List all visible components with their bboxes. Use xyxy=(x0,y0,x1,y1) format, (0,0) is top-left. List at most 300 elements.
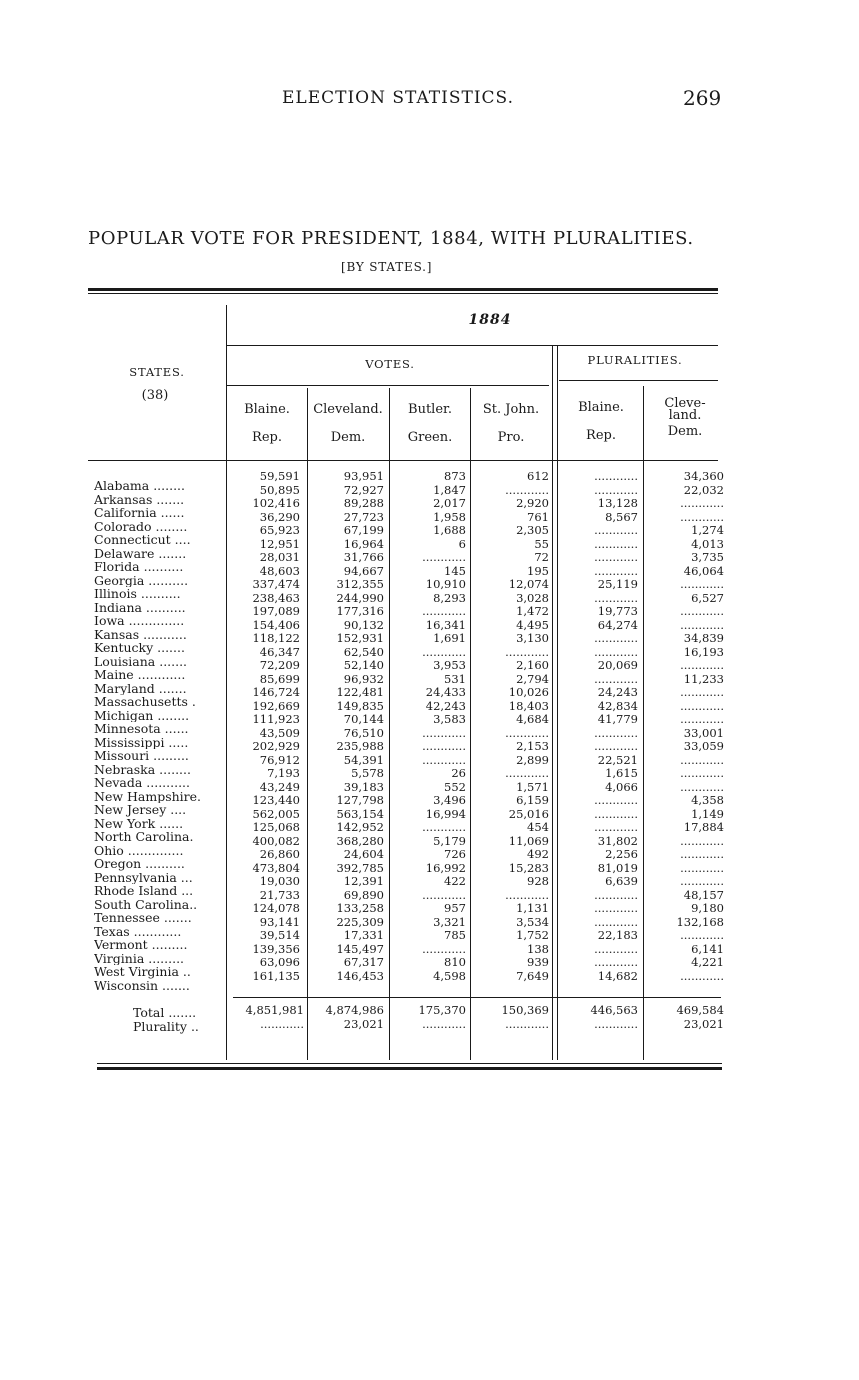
year-underline xyxy=(227,345,718,346)
cleveland-plurality-cell: ............ xyxy=(680,510,724,524)
col-butler-party: Green. xyxy=(407,430,453,445)
blaine-plurality-cell: ............ xyxy=(594,564,638,578)
total-cleveland xyxy=(312,1004,384,1031)
stjohn-vote-cell: ............ xyxy=(505,888,549,902)
stjohn-vote-cell: 939 xyxy=(527,956,549,969)
blaine-vote-cell: 7,193 xyxy=(267,767,300,780)
plurality-value: ............ xyxy=(260,1017,304,1031)
butler-vote-cell: ............ xyxy=(422,821,466,834)
cleveland-plurality-cell: 34,839 xyxy=(683,632,724,645)
state-name-cell: New Hampshire. xyxy=(94,789,202,803)
cleveland-plurality-cell: ............ xyxy=(680,929,724,942)
state-name-cell: Mississippi ..... xyxy=(94,735,189,749)
stjohn-vote-cell: 25,016 xyxy=(508,807,549,821)
stjohn-votes-column xyxy=(474,470,549,983)
butler-vote-cell: ............ xyxy=(422,753,466,767)
butler-vote-cell: 16,341 xyxy=(425,618,466,632)
cleveland-vote-cell: 69,890 xyxy=(343,888,384,902)
state-name-cell: Maryland ....... xyxy=(94,681,187,695)
total-butler xyxy=(393,1004,466,1031)
state-name-cell: Indiana .......... xyxy=(94,600,186,614)
blaine-vote-cell: 43,249 xyxy=(259,780,300,794)
cleveland-plurality-cell: ............ xyxy=(680,780,724,794)
stjohn-vote-cell: 138 xyxy=(527,942,549,956)
stjohn-vote-cell: ............ xyxy=(505,645,549,659)
butler-vote-cell: 3,496 xyxy=(433,794,466,807)
cleveland-vote-cell: 96,932 xyxy=(343,672,384,686)
butler-vote-cell: 145 xyxy=(444,564,466,578)
blaine-plurality-column xyxy=(562,470,638,983)
blaine-plurality-cell: 13,128 xyxy=(597,497,638,510)
stjohn-vote-cell: ............ xyxy=(505,726,549,740)
total-stjohn xyxy=(474,1004,549,1031)
cleveland-vote-cell: 54,391 xyxy=(343,753,384,767)
cleveland-plurality-cell: ............ xyxy=(680,578,724,591)
stjohn-vote-cell: 15,283 xyxy=(508,861,549,875)
state-name-cell: New York ...... xyxy=(94,816,184,830)
butler-vote-cell: 2,017 xyxy=(433,497,466,510)
blaine-plurality-cell: 31,802 xyxy=(597,834,638,848)
state-name-cell: Connecticut .... xyxy=(94,533,191,547)
blaine-vote-cell: 12,951 xyxy=(259,537,300,551)
blaine-plurality-cell: 22,521 xyxy=(597,753,638,767)
state-name-cell: Iowa .............. xyxy=(94,614,185,628)
butler-vote-cell: 810 xyxy=(444,956,466,969)
bottom-rule-thin xyxy=(97,1063,722,1064)
stjohn-vote-cell: 1,571 xyxy=(516,780,549,794)
butler-votes-column xyxy=(393,470,466,983)
cleveland-plurality-cell: ............ xyxy=(680,753,724,767)
blaine-vote-cell: 48,603 xyxy=(259,564,300,578)
blaine-vote-cell: 161,135 xyxy=(252,969,300,983)
cleveland-vote-cell: 89,288 xyxy=(343,497,384,510)
stjohn-vote-cell: 7,649 xyxy=(516,969,549,983)
cleveland-vote-cell: 142,952 xyxy=(336,821,384,834)
stjohn-vote-cell: 2,920 xyxy=(516,497,549,510)
cleveland-plurality-cell: 33,001 xyxy=(683,726,724,740)
running-header: ELECTION STATISTICS. xyxy=(282,88,514,108)
butler-vote-cell: 1,847 xyxy=(433,483,466,497)
state-name-cell: Wisconsin ....... xyxy=(94,978,190,992)
stjohn-vote-cell: 12,074 xyxy=(508,578,549,591)
col-stjohn-party: Pro. xyxy=(497,430,525,445)
total-value: 150,369 xyxy=(501,1004,549,1017)
table-title: POPULAR VOTE FOR PRESIDENT, 1884, WITH PLURALITIES. xyxy=(88,228,694,249)
cleveland-plurality-cell: ............ xyxy=(680,861,724,875)
cleveland-vote-cell: 16,964 xyxy=(343,537,384,551)
plurality-label: Plurality .. xyxy=(133,1018,199,1034)
total-value: 4,851,981 xyxy=(245,1004,304,1017)
column-divider-cleveland xyxy=(389,388,390,1060)
blaine-plurality-cell: ............ xyxy=(594,632,638,645)
state-name-cell: Virginia ......... xyxy=(94,951,185,965)
pluralities-underline xyxy=(559,380,718,381)
plurality-value: 23,021 xyxy=(343,1017,384,1031)
blaine-vote-cell: 26,860 xyxy=(259,848,300,861)
state-name-cell: Rhode Island ... xyxy=(94,884,194,898)
total-value: 446,563 xyxy=(590,1004,638,1017)
blaine-vote-cell: 400,082 xyxy=(252,834,300,848)
col-stjohn-name: St. John. xyxy=(482,402,540,417)
cleveland-vote-cell: 244,990 xyxy=(336,591,384,605)
butler-vote-cell: ............ xyxy=(422,740,466,753)
butler-vote-cell: 16,994 xyxy=(425,807,466,821)
blaine-vote-cell: 36,290 xyxy=(259,510,300,524)
stjohn-vote-cell: 3,028 xyxy=(516,591,549,605)
cleveland-vote-cell: 62,540 xyxy=(343,645,384,659)
cleveland-vote-cell: 12,391 xyxy=(343,875,384,888)
col-cleveland-plurality-name: Cleve- land. xyxy=(664,396,706,423)
cleveland-vote-cell: 17,331 xyxy=(343,929,384,942)
state-name-cell: Illinois .......... xyxy=(94,587,181,601)
blaine-plurality-cell: 8,567 xyxy=(605,510,638,524)
cleveland-vote-cell: 368,280 xyxy=(336,834,384,848)
stjohn-vote-cell: 2,305 xyxy=(516,524,549,537)
state-name-cell: Georgia .......... xyxy=(94,573,189,587)
header-bottom-rule xyxy=(88,460,718,461)
cleveland-vote-cell: 93,951 xyxy=(343,470,384,483)
butler-vote-cell: 957 xyxy=(444,902,466,915)
stjohn-vote-cell: 18,403 xyxy=(508,699,549,713)
cleveland-plurality-cell: ............ xyxy=(680,605,724,618)
total-value: 4,874,986 xyxy=(325,1004,384,1017)
cleveland-vote-cell: 312,355 xyxy=(336,578,384,591)
blaine-vote-cell: 197,089 xyxy=(252,605,300,618)
stjohn-vote-cell: 612 xyxy=(527,470,549,483)
cleveland-plurality-cell: 46,064 xyxy=(683,564,724,578)
cleveland-plurality-cell: 17,884 xyxy=(683,821,724,834)
state-name-cell: New Jersey .... xyxy=(94,803,187,817)
blaine-vote-cell: 154,406 xyxy=(252,618,300,632)
cleveland-plurality-cell: ............ xyxy=(680,497,724,510)
state-name-cell: Michigan ........ xyxy=(94,708,190,722)
state-name-cell: Maine ............ xyxy=(94,668,186,682)
blaine-plurality-cell: ............ xyxy=(594,537,638,551)
cleveland-plurality-cell: 1,149 xyxy=(691,807,724,821)
blaine-vote-cell: 21,733 xyxy=(259,888,300,902)
total-blaine-plurality xyxy=(562,1004,638,1031)
col-butler-name: Butler. xyxy=(408,402,452,417)
stjohn-vote-cell: 1,131 xyxy=(516,902,549,915)
total-label: Total ....... xyxy=(133,1005,197,1020)
butler-vote-cell: 785 xyxy=(444,929,466,942)
blaine-vote-cell: 125,068 xyxy=(252,821,300,834)
stjohn-vote-cell: 3,130 xyxy=(516,632,549,645)
blaine-vote-cell: 192,669 xyxy=(252,699,300,713)
cleveland-plurality-cell: ............ xyxy=(680,699,724,713)
butler-vote-cell: 3,583 xyxy=(433,713,466,726)
stjohn-vote-cell: 928 xyxy=(527,875,549,888)
cleveland-vote-cell: 563,154 xyxy=(336,807,384,821)
blaine-vote-cell: 63,096 xyxy=(259,956,300,969)
blaine-plurality-cell: ............ xyxy=(594,470,638,483)
stjohn-vote-cell: 72 xyxy=(534,551,549,564)
states-count: (38) xyxy=(141,388,169,403)
state-name-cell: Minnesota ...... xyxy=(94,722,189,736)
butler-vote-cell: 16,992 xyxy=(425,861,466,875)
blaine-vote-cell: 124,078 xyxy=(252,902,300,915)
blaine-plurality-cell: ............ xyxy=(594,902,638,915)
state-name-cell: Pennsylvania ... xyxy=(94,870,193,884)
butler-vote-cell: 873 xyxy=(444,470,466,483)
votes-underline xyxy=(227,385,549,386)
butler-vote-cell: 422 xyxy=(444,875,466,888)
state-name-cell: Louisiana ....... xyxy=(94,654,188,668)
stjohn-vote-cell: ............ xyxy=(505,767,549,780)
column-divider-states xyxy=(226,305,227,1060)
butler-vote-cell: 1,688 xyxy=(433,524,466,537)
cleveland-plurality-cell: 11,233 xyxy=(683,672,724,686)
blaine-plurality-cell: 6,639 xyxy=(605,875,638,888)
blaine-vote-cell: 146,724 xyxy=(252,686,300,699)
cleveland-vote-cell: 145,497 xyxy=(336,942,384,956)
state-name-cell: South Carolina.. xyxy=(94,897,198,911)
col-blaine-party: Rep. xyxy=(252,430,282,445)
cleveland-vote-cell: 5,578 xyxy=(351,767,384,780)
blaine-vote-cell: 93,141 xyxy=(259,915,300,929)
stjohn-vote-cell: 761 xyxy=(527,510,549,524)
blaine-vote-cell: 102,416 xyxy=(252,497,300,510)
blaine-plurality-cell: 25,119 xyxy=(597,578,638,591)
cleveland-vote-cell: 70,144 xyxy=(343,713,384,726)
column-divider-stjohn-a xyxy=(552,346,553,1060)
states-header: STATES. xyxy=(129,365,185,379)
stjohn-vote-cell: 454 xyxy=(527,821,549,834)
state-name-cell: Texas ............ xyxy=(94,924,182,938)
butler-vote-cell: 5,179 xyxy=(433,834,466,848)
blaine-plurality-cell: 19,773 xyxy=(597,605,638,618)
blaine-vote-cell: 76,912 xyxy=(259,753,300,767)
blaine-plurality-cell: ............ xyxy=(594,672,638,686)
blaine-plurality-cell: 64,274 xyxy=(597,618,638,632)
butler-vote-cell: 42,243 xyxy=(425,699,466,713)
total-cleveland-plurality xyxy=(648,1004,724,1031)
blaine-vote-cell: 72,209 xyxy=(259,659,300,672)
cleveland-plurality-cell: ............ xyxy=(680,618,724,632)
blaine-plurality-cell: 41,779 xyxy=(597,713,638,726)
stjohn-vote-cell: 2,899 xyxy=(516,753,549,767)
cleveland-vote-cell: 52,140 xyxy=(343,659,384,672)
cleveland-vote-cell: 122,481 xyxy=(336,686,384,699)
blaine-vote-cell: 59,591 xyxy=(259,470,300,483)
col-blaine-plurality-name: Blaine. xyxy=(578,400,624,415)
column-divider-butler xyxy=(470,388,471,1060)
cleveland-plurality-cell: ............ xyxy=(680,686,724,699)
stjohn-vote-cell: 1,752 xyxy=(516,929,549,942)
blaine-plurality-cell: ............ xyxy=(594,483,638,497)
butler-vote-cell: ............ xyxy=(422,605,466,618)
col-cleveland-plurality-party: Dem. xyxy=(667,424,703,439)
cleveland-vote-cell: 27,723 xyxy=(343,510,384,524)
blaine-vote-cell: 111,923 xyxy=(252,713,300,726)
stjohn-vote-cell: 195 xyxy=(527,564,549,578)
cleveland-plurality-cell: 132,168 xyxy=(676,915,724,929)
butler-vote-cell: ............ xyxy=(422,551,466,564)
blaine-plurality-cell: ............ xyxy=(594,740,638,753)
butler-vote-cell: 726 xyxy=(444,848,466,861)
butler-vote-cell: 1,958 xyxy=(433,510,466,524)
butler-vote-cell: 531 xyxy=(444,672,466,686)
state-name-cell: North Carolina. xyxy=(94,830,194,844)
cleveland-vote-cell: 94,667 xyxy=(343,564,384,578)
total-value: 175,370 xyxy=(418,1004,466,1017)
stjohn-vote-cell: 4,684 xyxy=(516,713,549,726)
butler-vote-cell: ............ xyxy=(422,645,466,659)
cleveland-plurality-cell: 3,735 xyxy=(691,551,724,564)
votes-header: VOTES. xyxy=(365,357,415,371)
blaine-vote-cell: 28,031 xyxy=(259,551,300,564)
cleveland-vote-cell: 76,510 xyxy=(343,726,384,740)
blaine-plurality-cell: 14,682 xyxy=(597,969,638,983)
state-name-cell: Florida .......... xyxy=(94,560,184,574)
blaine-vote-cell: 123,440 xyxy=(252,794,300,807)
state-name-cell: California ...... xyxy=(94,506,185,520)
plurality-value: ............ xyxy=(594,1017,638,1031)
top-rule-thin xyxy=(88,293,718,294)
stjohn-vote-cell: 3,534 xyxy=(516,915,549,929)
blaine-plurality-cell: ............ xyxy=(594,807,638,821)
butler-vote-cell: ............ xyxy=(422,888,466,902)
cleveland-vote-cell: 127,798 xyxy=(336,794,384,807)
cleveland-vote-cell: 152,931 xyxy=(336,632,384,645)
cleveland-vote-cell: 72,927 xyxy=(343,483,384,497)
butler-vote-cell: 1,691 xyxy=(433,632,466,645)
state-name-cell: Delaware ....... xyxy=(94,546,187,560)
plurality-value: 23,021 xyxy=(683,1017,724,1031)
blaine-plurality-cell: ............ xyxy=(594,888,638,902)
state-name-cell: Massachusetts . xyxy=(94,695,196,709)
year-header: 1884 xyxy=(468,312,512,328)
total-value: 469,584 xyxy=(676,1004,724,1017)
col-blaine-plurality-party: Rep. xyxy=(586,428,616,443)
plurality-value: ............ xyxy=(505,1017,549,1031)
butler-vote-cell: 24,433 xyxy=(425,686,466,699)
blaine-vote-cell: 50,895 xyxy=(259,483,300,497)
stjohn-vote-cell: ............ xyxy=(505,483,549,497)
state-name-cell: Missouri ......... xyxy=(94,749,189,763)
cleveland-vote-cell: 39,183 xyxy=(343,780,384,794)
pluralities-header: PLURALITIES. xyxy=(587,353,683,367)
total-blaine xyxy=(232,1004,304,1031)
cleveland-vote-cell: 67,199 xyxy=(343,524,384,537)
cleveland-plurality-cell: 4,358 xyxy=(691,794,724,807)
cleveland-plurality-cell: 9,180 xyxy=(691,902,724,915)
blaine-plurality-cell: 24,243 xyxy=(597,686,638,699)
stjohn-vote-cell: 2,160 xyxy=(516,659,549,672)
cleveland-plurality-cell: ............ xyxy=(680,969,724,983)
blaine-plurality-cell: 81,019 xyxy=(597,861,638,875)
stjohn-vote-cell: 4,495 xyxy=(516,618,549,632)
column-divider-stjohn-b xyxy=(557,346,558,1060)
blaine-plurality-cell: 20,069 xyxy=(597,659,638,672)
column-divider-blaine xyxy=(307,388,308,1060)
blaine-plurality-cell: 22,183 xyxy=(597,929,638,942)
blaine-vote-cell: 39,514 xyxy=(259,929,300,942)
butler-vote-cell: ............ xyxy=(422,726,466,740)
blaine-plurality-cell: ............ xyxy=(594,915,638,929)
blaine-votes-column xyxy=(232,470,300,983)
blaine-vote-cell: 562,005 xyxy=(252,807,300,821)
blaine-vote-cell: 19,030 xyxy=(259,875,300,888)
state-name-cell: Tennessee ....... xyxy=(94,911,192,925)
cleveland-vote-cell: 24,604 xyxy=(343,848,384,861)
state-name-cell: Colorado ........ xyxy=(94,519,188,533)
cleveland-vote-cell: 235,988 xyxy=(336,740,384,753)
butler-vote-cell: 10,910 xyxy=(425,578,466,591)
blaine-plurality-cell: ............ xyxy=(594,726,638,740)
stjohn-vote-cell: 11,069 xyxy=(508,834,549,848)
cleveland-plurality-cell: ............ xyxy=(680,848,724,861)
totals-labels xyxy=(133,1006,199,1033)
state-name-cell: Ohio .............. xyxy=(94,843,184,857)
state-name-cell: Vermont ......... xyxy=(94,938,188,952)
cleveland-plurality-cell: 48,157 xyxy=(683,888,724,902)
stjohn-vote-cell: 2,153 xyxy=(516,740,549,753)
column-divider-plurality xyxy=(643,386,644,1060)
blaine-vote-cell: 139,356 xyxy=(252,942,300,956)
cleveland-vote-cell: 177,316 xyxy=(336,605,384,618)
butler-vote-cell: 4,598 xyxy=(433,969,466,983)
blaine-plurality-cell: ............ xyxy=(594,524,638,537)
blaine-vote-cell: 46,347 xyxy=(259,645,300,659)
col-cleveland-party: Dem. xyxy=(330,430,366,445)
col-blaine-name: Blaine. xyxy=(244,402,290,417)
cleveland-plurality-cell: 4,013 xyxy=(691,537,724,551)
butler-vote-cell: 6 xyxy=(458,537,466,551)
blaine-plurality-cell: 42,834 xyxy=(597,699,638,713)
state-name-cell: Nevada ........... xyxy=(94,776,190,790)
blaine-vote-cell: 85,699 xyxy=(259,672,300,686)
blaine-plurality-cell: 1,615 xyxy=(605,767,638,780)
stjohn-vote-cell: 1,472 xyxy=(516,605,549,618)
blaine-vote-cell: 43,509 xyxy=(259,726,300,740)
state-name-cell: Alabama ........ xyxy=(94,479,185,493)
state-name-cell: Kentucky ....... xyxy=(94,641,185,655)
stjohn-vote-cell: 2,794 xyxy=(516,672,549,686)
blaine-plurality-cell: 2,256 xyxy=(605,848,638,861)
bottom-rule-thick xyxy=(97,1067,722,1070)
blaine-vote-cell: 65,923 xyxy=(259,524,300,537)
butler-vote-cell: ............ xyxy=(422,942,466,956)
stjohn-vote-cell: 492 xyxy=(527,848,549,861)
cleveland-plurality-column xyxy=(648,470,724,983)
table-subtitle: [BY STATES.] xyxy=(341,260,433,274)
butler-vote-cell: 3,953 xyxy=(433,659,466,672)
cleveland-plurality-cell: 6,141 xyxy=(691,942,724,956)
blaine-vote-cell: 473,804 xyxy=(252,861,300,875)
blaine-plurality-cell: ............ xyxy=(594,821,638,834)
state-name-cell: Kansas ........... xyxy=(94,627,187,641)
cleveland-vote-cell: 392,785 xyxy=(336,861,384,875)
cleveland-vote-cell: 225,309 xyxy=(336,915,384,929)
butler-vote-cell: 26 xyxy=(451,767,466,780)
state-name-cell: Arkansas ....... xyxy=(94,492,185,506)
butler-vote-cell: 552 xyxy=(444,780,466,794)
blaine-plurality-cell: 4,066 xyxy=(605,780,638,794)
page-number: 269 xyxy=(683,86,722,110)
states-column xyxy=(94,479,226,992)
cleveland-plurality-cell: ............ xyxy=(680,713,724,726)
butler-vote-cell: 3,321 xyxy=(433,915,466,929)
state-name-cell: Nebraska ........ xyxy=(94,762,191,776)
cleveland-plurality-cell: 34,360 xyxy=(683,470,724,483)
blaine-plurality-cell: ............ xyxy=(594,942,638,956)
cleveland-vote-cell: 90,132 xyxy=(343,618,384,632)
cleveland-vote-cell: 149,835 xyxy=(336,699,384,713)
blaine-vote-cell: 337,474 xyxy=(252,578,300,591)
cleveland-plurality-cell: ............ xyxy=(680,875,724,888)
stjohn-vote-cell: 55 xyxy=(534,537,549,551)
